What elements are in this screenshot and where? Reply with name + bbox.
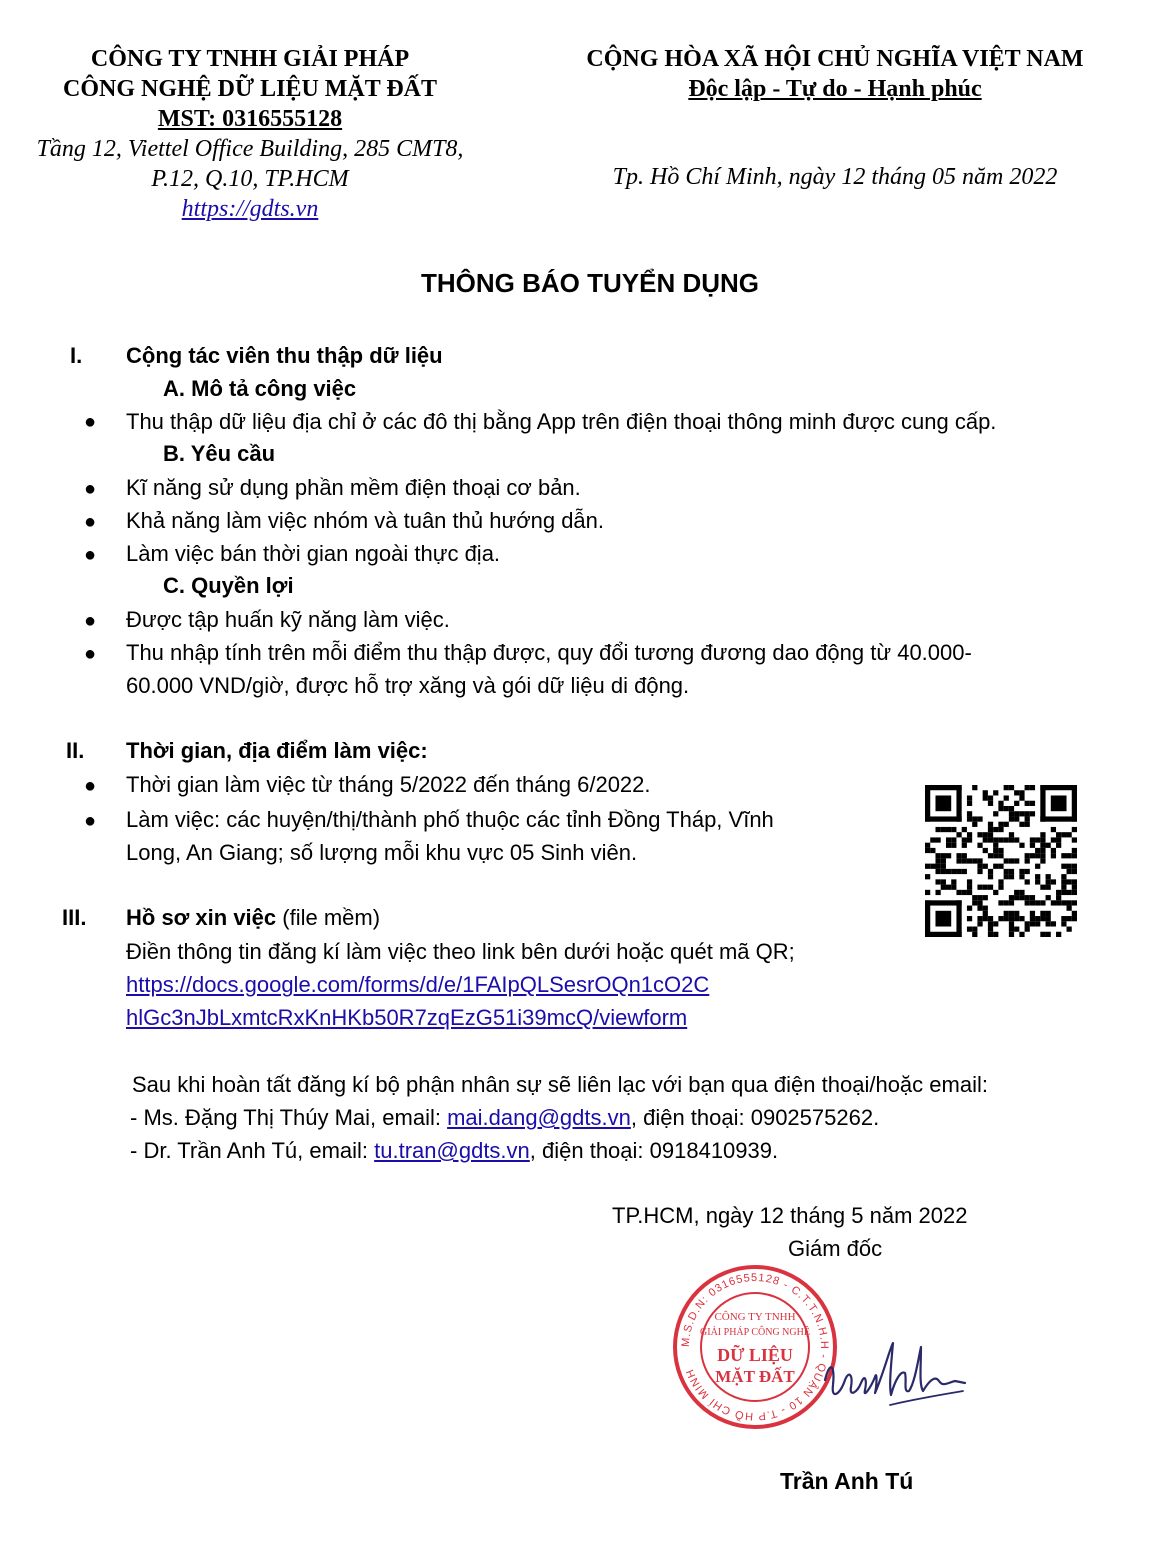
contact1-prefix: - Ms. Đặng Thị Thúy Mai, email: <box>130 1105 448 1130</box>
address-line1: Tầng 12, Viettel Office Building, 285 CMT8, <box>36 136 464 162</box>
contact-block <box>132 1068 988 1167</box>
contact1-email-link[interactable]: mai.dang@gdts.vn <box>447 1105 631 1130</box>
form-link[interactable] <box>126 968 709 1034</box>
list-item: Khả năng làm việc nhóm và tuân thủ hướng dẫn. <box>126 508 605 533</box>
contact2-prefix: - Dr. Trần Anh Tú, email: <box>130 1138 375 1163</box>
contact-row <box>130 1134 988 1167</box>
bullet-dot-icon: ● <box>84 478 97 500</box>
section3-title: Hồ sơ xin việc <box>126 905 277 930</box>
bullet-dot-icon: ● <box>84 610 97 632</box>
signer-name: Trần Anh Tú <box>780 1468 914 1494</box>
section1-c-label: C. Quyền lợi <box>163 573 294 598</box>
stamp-ring-text: M.S.D.N: 0316555128 - C.T.T.N.H.H - QUẬN 10 - T.P HỒ CHÍ MINH <box>679 1271 831 1423</box>
handwritten-signature <box>805 1325 975 1435</box>
nation-header <box>530 44 1140 192</box>
section1-title: Cộng tác viên thu thập dữ liệu <box>126 343 443 368</box>
section2-numeral: II. <box>66 738 85 763</box>
bullet-dot-icon: ● <box>84 775 97 797</box>
company-name-line2: CÔNG NGHỆ DỮ LIỆU MẶT ĐẤT <box>62 76 438 102</box>
nation-motto: Độc lập - Tự do - Hạnh phúc <box>688 76 982 102</box>
company-header <box>0 44 500 224</box>
company-name-line1: CÔNG TY TNHH GIẢI PHÁP <box>90 46 410 72</box>
website-link[interactable]: https://gdts.vn <box>181 196 319 222</box>
list-item: Thời gian làm việc từ tháng 5/2022 đến tháng 6/2022. <box>126 772 651 797</box>
form-link-line2[interactable]: hlGc3nJbLxmtcRxKnHKb50R7zqEzG51i39mcQ/viewform <box>126 1005 688 1030</box>
section3-heading <box>126 905 380 931</box>
header-place-date: Tp. Hồ Chí Minh, ngày 12 tháng 05 năm 2022 <box>612 164 1058 190</box>
list-item: Làm việc: các huyện/thị/thành phố thuộc các tỉnh Đồng Tháp, Vĩnh <box>126 807 774 832</box>
stamp-line1: CÔNG TY TNHH <box>714 1311 796 1323</box>
bullet-dot-icon: ● <box>84 643 97 665</box>
nation-title: CỘNG HÒA XÃ HỘI CHỦ NGHĨA VIỆT NAM <box>586 46 1084 72</box>
list-item-continued: 60.000 VND/giờ, được hỗ trợ xăng và gói dữ liệu di động. <box>126 673 690 698</box>
list-item: Kĩ năng sử dụng phần mềm điện thoại cơ bản. <box>126 475 581 500</box>
list-item: Làm việc bán thời gian ngoài thực địa. <box>126 541 501 566</box>
contact1-suffix: , điện thoại: 0902575262. <box>630 1105 880 1130</box>
contact2-email-link[interactable]: tu.tran@gdts.vn <box>374 1138 530 1163</box>
bullet-dot-icon: ● <box>84 411 97 433</box>
qr-code-icon <box>925 785 1077 937</box>
bullet-dot-icon: ● <box>84 544 97 566</box>
contact-row <box>130 1101 988 1134</box>
address-line2: P.12, Q.10, TP.HCM <box>151 166 349 192</box>
list-item: Được tập huấn kỹ năng làm việc. <box>126 607 450 632</box>
list-item-continued: Long, An Giang; số lượng mỗi khu vực 05 Sinh viên. <box>126 840 638 865</box>
signature-role: Giám đốc <box>788 1236 883 1261</box>
contact2-suffix: , điện thoại: 0918410939. <box>529 1138 779 1163</box>
bullet-dot-icon: ● <box>84 810 97 832</box>
signature-place-date: TP.HCM, ngày 12 tháng 5 năm 2022 <box>612 1203 968 1228</box>
list-item: Thu nhập tính trên mỗi điểm thu thập được, quy đổi tương đương dao động từ 40.000- <box>126 640 972 665</box>
tax-id: MST: 0316555128 <box>157 106 343 132</box>
section1-b-label: B. Yêu cầu <box>163 441 276 466</box>
stamp-line2: GIẢI PHÁP CÔNG NGHỆ <box>700 1327 810 1338</box>
stamp-line3: DỮ LIỆU <box>717 1345 793 1365</box>
section1-numeral: I. <box>70 343 83 368</box>
form-link-line1[interactable]: https://docs.google.com/forms/d/e/1FAIpQLSesrOQn1cO2C <box>126 972 710 997</box>
section3-instruction: Điền thông tin đăng kí làm việc theo link bên dưới hoặc quét mã QR; <box>126 939 795 964</box>
section3-numeral: III. <box>62 905 87 930</box>
section2-title: Thời gian, địa điểm làm việc: <box>126 738 428 763</box>
bullet-dot-icon: ● <box>84 511 97 533</box>
section1-a-label: A. Mô tả công việc <box>163 376 357 401</box>
list-item: Thu thập dữ liệu địa chỉ ở các đô thị bằng App trên điện thoại thông minh được cung cấp. <box>126 409 997 434</box>
contact-intro: Sau khi hoàn tất đăng kí bộ phận nhân sự sẽ liên lạc với bạn qua điện thoại/hoặc email: <box>132 1072 988 1097</box>
section3-title-suffix: (file mềm) <box>276 905 381 930</box>
stamp-line4: MẶT ĐẤT <box>715 1367 795 1386</box>
document-title: THÔNG BÁO TUYỂN DỤNG <box>421 268 759 298</box>
